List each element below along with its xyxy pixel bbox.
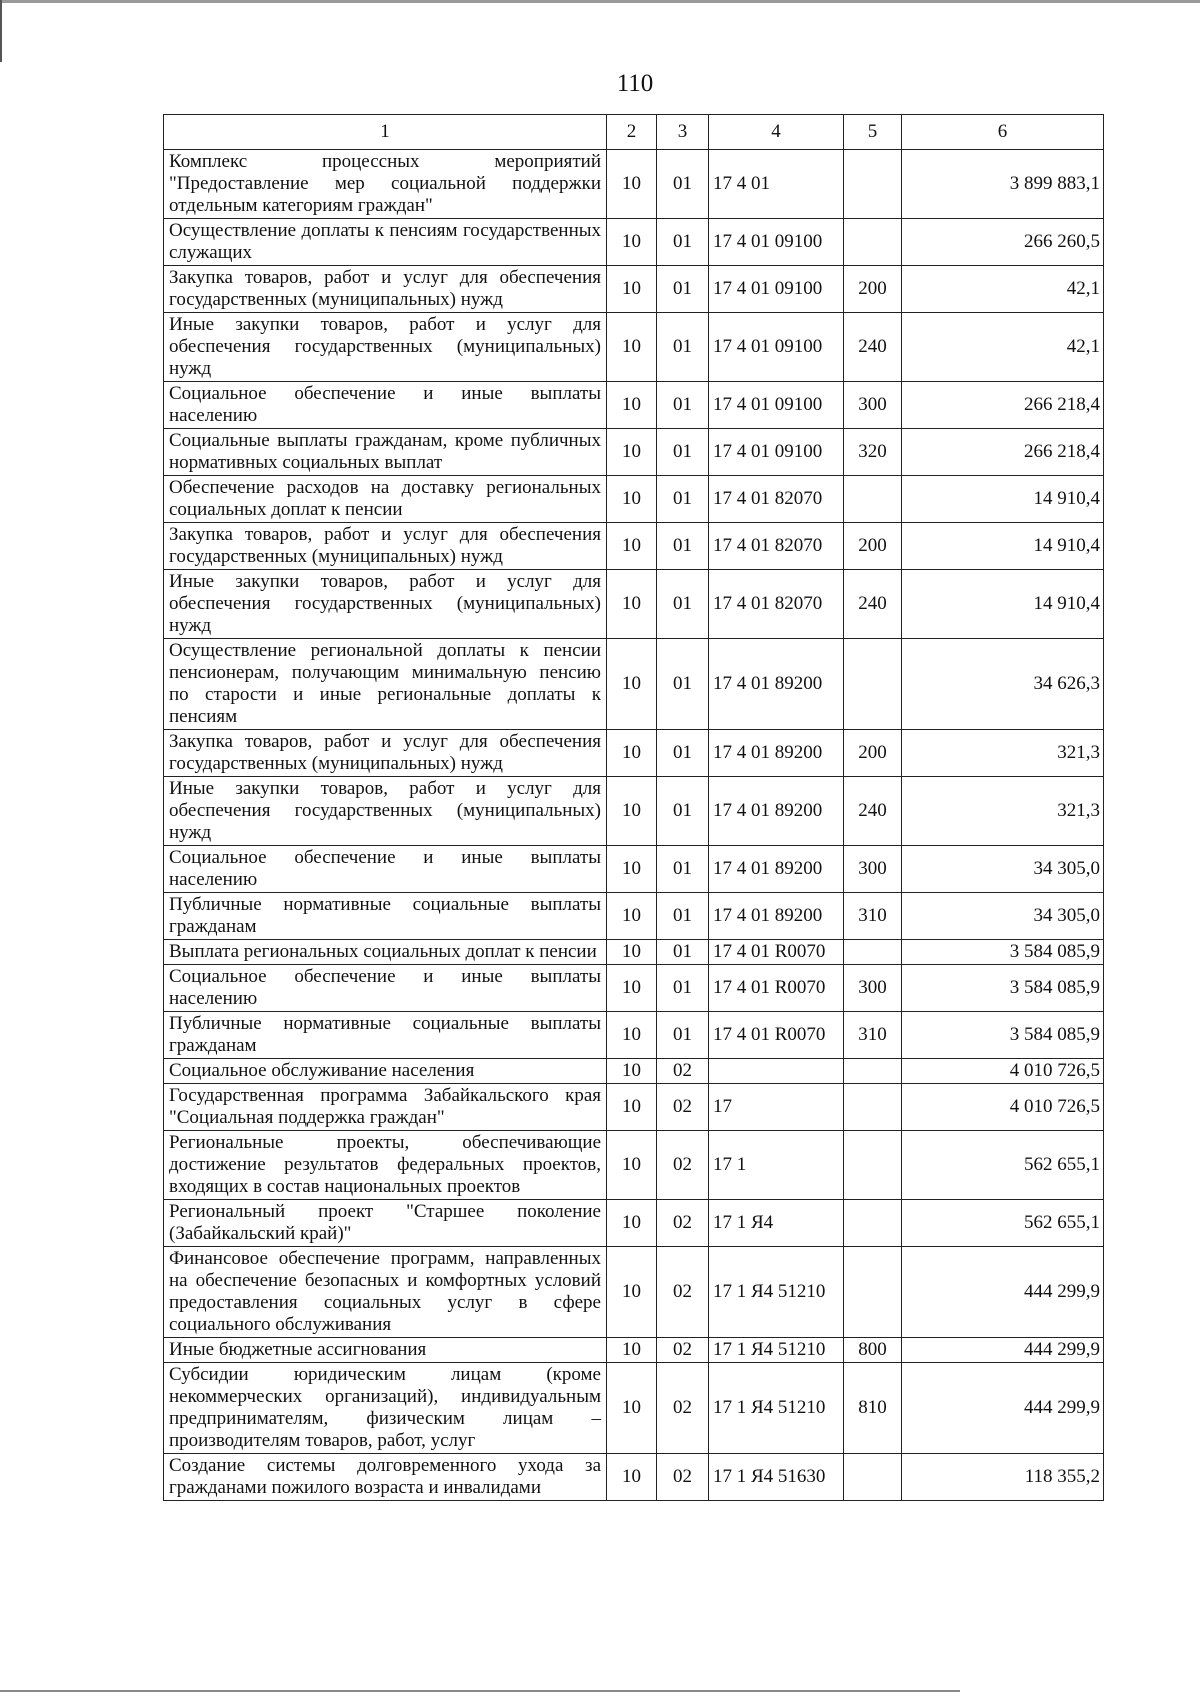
row-name-cell: Иные бюджетные ассигнования [164, 1338, 607, 1363]
table-row [164, 893, 1104, 940]
target-article-cell: 17 4 01 09100 [709, 313, 844, 382]
column-header: 5 [844, 115, 902, 150]
subsection-code-cell: 01 [657, 266, 709, 313]
row-name-cell: Государственная программа Забайкальского края "Социальная поддержка граждан" [164, 1084, 607, 1131]
scan-bottom-edge [0, 1690, 960, 1692]
expense-type-cell: 310 [844, 893, 902, 940]
amount-cell: 4 010 726,5 [902, 1084, 1104, 1131]
amount-cell: 14 910,4 [902, 570, 1104, 639]
subsection-code-cell: 02 [657, 1363, 709, 1454]
section-code-cell: 10 [607, 1200, 657, 1247]
expense-type-cell [844, 150, 902, 219]
row-name-cell: Социальное обеспечение и иные выплаты населению [164, 382, 607, 429]
amount-cell: 266 218,4 [902, 382, 1104, 429]
expense-type-cell: 310 [844, 1012, 902, 1059]
table-row [164, 266, 1104, 313]
expense-type-cell [844, 1084, 902, 1131]
table-row [164, 940, 1104, 965]
table-row [164, 639, 1104, 730]
section-code-cell: 10 [607, 1363, 657, 1454]
section-code-cell: 10 [607, 1131, 657, 1200]
expense-type-cell: 240 [844, 777, 902, 846]
row-name-cell: Осуществление региональной доплаты к пенсии пенсионерам, получающим минимальную пенсию по старости и иные региональные доплаты к пенсиям [164, 639, 607, 730]
section-code-cell: 10 [607, 266, 657, 313]
section-code-cell: 10 [607, 1012, 657, 1059]
amount-cell: 266 218,4 [902, 429, 1104, 476]
target-article-cell: 17 4 01 89200 [709, 893, 844, 940]
section-code-cell: 10 [607, 1454, 657, 1501]
table-row [164, 476, 1104, 523]
section-code-cell: 10 [607, 940, 657, 965]
amount-cell: 3 584 085,9 [902, 965, 1104, 1012]
target-article-cell: 17 4 01 89200 [709, 639, 844, 730]
target-article-cell [709, 1059, 844, 1084]
table-body [164, 150, 1104, 1501]
page-number: 110 [616, 70, 654, 97]
table-row [164, 1200, 1104, 1247]
subsection-code-cell: 01 [657, 382, 709, 429]
target-article-cell: 17 4 01 09100 [709, 382, 844, 429]
target-article-cell: 17 4 01 R0070 [709, 1012, 844, 1059]
row-name-cell: Закупка товаров, работ и услуг для обеспечения государственных (муниципальных) нужд [164, 730, 607, 777]
section-code-cell: 10 [607, 1338, 657, 1363]
amount-cell: 444 299,9 [902, 1338, 1104, 1363]
amount-cell: 3 899 883,1 [902, 150, 1104, 219]
amount-cell: 34 305,0 [902, 893, 1104, 940]
subsection-code-cell: 01 [657, 639, 709, 730]
amount-cell: 3 584 085,9 [902, 940, 1104, 965]
scan-top-edge [0, 0, 1200, 3]
table-row [164, 1131, 1104, 1200]
amount-cell: 14 910,4 [902, 476, 1104, 523]
subsection-code-cell: 01 [657, 313, 709, 382]
table-row [164, 1084, 1104, 1131]
section-code-cell: 10 [607, 150, 657, 219]
row-name-cell: Обеспечение расходов на доставку региональных социальных доплат к пенсии [164, 476, 607, 523]
row-name-cell: Социальное обеспечение и иные выплаты населению [164, 965, 607, 1012]
table-row [164, 730, 1104, 777]
section-code-cell: 10 [607, 1059, 657, 1084]
amount-cell: 562 655,1 [902, 1131, 1104, 1200]
target-article-cell: 17 4 01 09100 [709, 429, 844, 476]
expense-type-cell: 240 [844, 570, 902, 639]
section-code-cell: 10 [607, 1247, 657, 1338]
table-row [164, 523, 1104, 570]
table-row [164, 429, 1104, 476]
table-header-row [164, 115, 1104, 150]
target-article-cell: 17 1 Я4 51210 [709, 1247, 844, 1338]
target-article-cell: 17 1 Я4 51210 [709, 1338, 844, 1363]
target-article-cell: 17 1 Я4 51210 [709, 1363, 844, 1454]
section-code-cell: 10 [607, 219, 657, 266]
subsection-code-cell: 01 [657, 730, 709, 777]
amount-cell: 444 299,9 [902, 1247, 1104, 1338]
row-name-cell: Выплата региональных социальных доплат к пенсии [164, 940, 607, 965]
row-name-cell: Региональные проекты, обеспечивающие достижение результатов федеральных проектов, входящих в состав национальных проектов [164, 1131, 607, 1200]
table-row [164, 1247, 1104, 1338]
section-code-cell: 10 [607, 476, 657, 523]
amount-cell: 562 655,1 [902, 1200, 1104, 1247]
expense-type-cell [844, 1247, 902, 1338]
table-row [164, 1454, 1104, 1501]
row-name-cell: Осуществление доплаты к пенсиям государственных служащих [164, 219, 607, 266]
expense-type-cell [844, 1200, 902, 1247]
target-article-cell: 17 4 01 [709, 150, 844, 219]
subsection-code-cell: 02 [657, 1084, 709, 1131]
subsection-code-cell: 02 [657, 1454, 709, 1501]
row-name-cell: Закупка товаров, работ и услуг для обеспечения государственных (муниципальных) нужд [164, 266, 607, 313]
column-header: 4 [709, 115, 844, 150]
column-header: 1 [164, 115, 607, 150]
expense-type-cell [844, 1454, 902, 1501]
subsection-code-cell: 01 [657, 150, 709, 219]
target-article-cell: 17 4 01 89200 [709, 777, 844, 846]
subsection-code-cell: 01 [657, 476, 709, 523]
budget-table [163, 114, 1104, 1501]
subsection-code-cell: 01 [657, 1012, 709, 1059]
expense-type-cell: 300 [844, 382, 902, 429]
amount-cell: 3 584 085,9 [902, 1012, 1104, 1059]
expense-type-cell: 300 [844, 846, 902, 893]
amount-cell: 14 910,4 [902, 523, 1104, 570]
subsection-code-cell: 02 [657, 1059, 709, 1084]
target-article-cell: 17 4 01 09100 [709, 266, 844, 313]
amount-cell: 321,3 [902, 777, 1104, 846]
target-article-cell: 17 1 [709, 1131, 844, 1200]
section-code-cell: 10 [607, 730, 657, 777]
target-article-cell: 17 4 01 89200 [709, 730, 844, 777]
target-article-cell: 17 4 01 82070 [709, 523, 844, 570]
expense-type-cell: 240 [844, 313, 902, 382]
expense-type-cell: 320 [844, 429, 902, 476]
expense-type-cell: 200 [844, 523, 902, 570]
subsection-code-cell: 01 [657, 893, 709, 940]
section-code-cell: 10 [607, 1084, 657, 1131]
section-code-cell: 10 [607, 777, 657, 846]
expense-type-cell [844, 1131, 902, 1200]
row-name-cell: Финансовое обеспечение программ, направленных на обеспечение безопасных и комфортных условий предоставления социальных услуг в сфере социального обслуживания [164, 1247, 607, 1338]
table-row [164, 777, 1104, 846]
section-code-cell: 10 [607, 570, 657, 639]
subsection-code-cell: 02 [657, 1338, 709, 1363]
column-header: 3 [657, 115, 709, 150]
table-row [164, 313, 1104, 382]
subsection-code-cell: 01 [657, 219, 709, 266]
amount-cell: 34 626,3 [902, 639, 1104, 730]
target-article-cell: 17 4 01 R0070 [709, 965, 844, 1012]
column-header: 6 [902, 115, 1104, 150]
target-article-cell: 17 4 01 09100 [709, 219, 844, 266]
column-header: 2 [607, 115, 657, 150]
row-name-cell: Иные закупки товаров, работ и услуг для обеспечения государственных (муниципальных) нужд [164, 313, 607, 382]
section-code-cell: 10 [607, 523, 657, 570]
row-name-cell: Региональный проект "Старшее поколение (Забайкальский край)" [164, 1200, 607, 1247]
amount-cell: 444 299,9 [902, 1363, 1104, 1454]
row-name-cell: Публичные нормативные социальные выплаты гражданам [164, 893, 607, 940]
section-code-cell: 10 [607, 965, 657, 1012]
subsection-code-cell: 02 [657, 1247, 709, 1338]
expense-type-cell [844, 476, 902, 523]
table-row [164, 965, 1104, 1012]
expense-type-cell: 800 [844, 1338, 902, 1363]
amount-cell: 4 010 726,5 [902, 1059, 1104, 1084]
subsection-code-cell: 01 [657, 570, 709, 639]
target-article-cell: 17 4 01 82070 [709, 570, 844, 639]
table-row [164, 1012, 1104, 1059]
subsection-code-cell: 01 [657, 846, 709, 893]
target-article-cell: 17 4 01 82070 [709, 476, 844, 523]
table-row [164, 1059, 1104, 1084]
expense-type-cell [844, 219, 902, 266]
amount-cell: 42,1 [902, 266, 1104, 313]
row-name-cell: Создание системы долговременного ухода за гражданами пожилого возраста и инвалидами [164, 1454, 607, 1501]
subsection-code-cell: 01 [657, 777, 709, 846]
section-code-cell: 10 [607, 313, 657, 382]
table-row [164, 150, 1104, 219]
subsection-code-cell: 02 [657, 1200, 709, 1247]
expense-type-cell: 200 [844, 266, 902, 313]
expense-type-cell [844, 1059, 902, 1084]
section-code-cell: 10 [607, 846, 657, 893]
expense-type-cell: 300 [844, 965, 902, 1012]
row-name-cell: Иные закупки товаров, работ и услуг для обеспечения государственных (муниципальных) нужд [164, 570, 607, 639]
expense-type-cell [844, 940, 902, 965]
amount-cell: 118 355,2 [902, 1454, 1104, 1501]
row-name-cell: Социальные выплаты гражданам, кроме публичных нормативных социальных выплат [164, 429, 607, 476]
expense-type-cell [844, 639, 902, 730]
row-name-cell: Субсидии юридическим лицам (кроме некоммерческих организаций), индивидуальным предпринимателям, физическим лицам – производителям товаров, работ, услуг [164, 1363, 607, 1454]
section-code-cell: 10 [607, 429, 657, 476]
table-row [164, 219, 1104, 266]
amount-cell: 42,1 [902, 313, 1104, 382]
expense-type-cell: 810 [844, 1363, 902, 1454]
row-name-cell: Иные закупки товаров, работ и услуг для обеспечения государственных (муниципальных) нужд [164, 777, 607, 846]
amount-cell: 34 305,0 [902, 846, 1104, 893]
target-article-cell: 17 4 01 R0070 [709, 940, 844, 965]
amount-cell: 266 260,5 [902, 219, 1104, 266]
table-row [164, 846, 1104, 893]
row-name-cell: Закупка товаров, работ и услуг для обеспечения государственных (муниципальных) нужд [164, 523, 607, 570]
scan-left-edge [0, 0, 2, 62]
subsection-code-cell: 01 [657, 523, 709, 570]
subsection-code-cell: 02 [657, 1131, 709, 1200]
table-row [164, 570, 1104, 639]
row-name-cell: Социальное обеспечение и иные выплаты населению [164, 846, 607, 893]
target-article-cell: 17 1 Я4 [709, 1200, 844, 1247]
subsection-code-cell: 01 [657, 940, 709, 965]
target-article-cell: 17 [709, 1084, 844, 1131]
table-row [164, 382, 1104, 429]
target-article-cell: 17 1 Я4 51630 [709, 1454, 844, 1501]
table-row [164, 1363, 1104, 1454]
section-code-cell: 10 [607, 893, 657, 940]
target-article-cell: 17 4 01 89200 [709, 846, 844, 893]
section-code-cell: 10 [607, 639, 657, 730]
section-code-cell: 10 [607, 382, 657, 429]
row-name-cell: Социальное обслуживание населения [164, 1059, 607, 1084]
row-name-cell: Публичные нормативные социальные выплаты гражданам [164, 1012, 607, 1059]
row-name-cell: Комплекс процессных мероприятий "Предоставление мер социальной поддержки отдельным категориям граждан" [164, 150, 607, 219]
table-row [164, 1338, 1104, 1363]
amount-cell: 321,3 [902, 730, 1104, 777]
subsection-code-cell: 01 [657, 965, 709, 1012]
expense-type-cell: 200 [844, 730, 902, 777]
subsection-code-cell: 01 [657, 429, 709, 476]
